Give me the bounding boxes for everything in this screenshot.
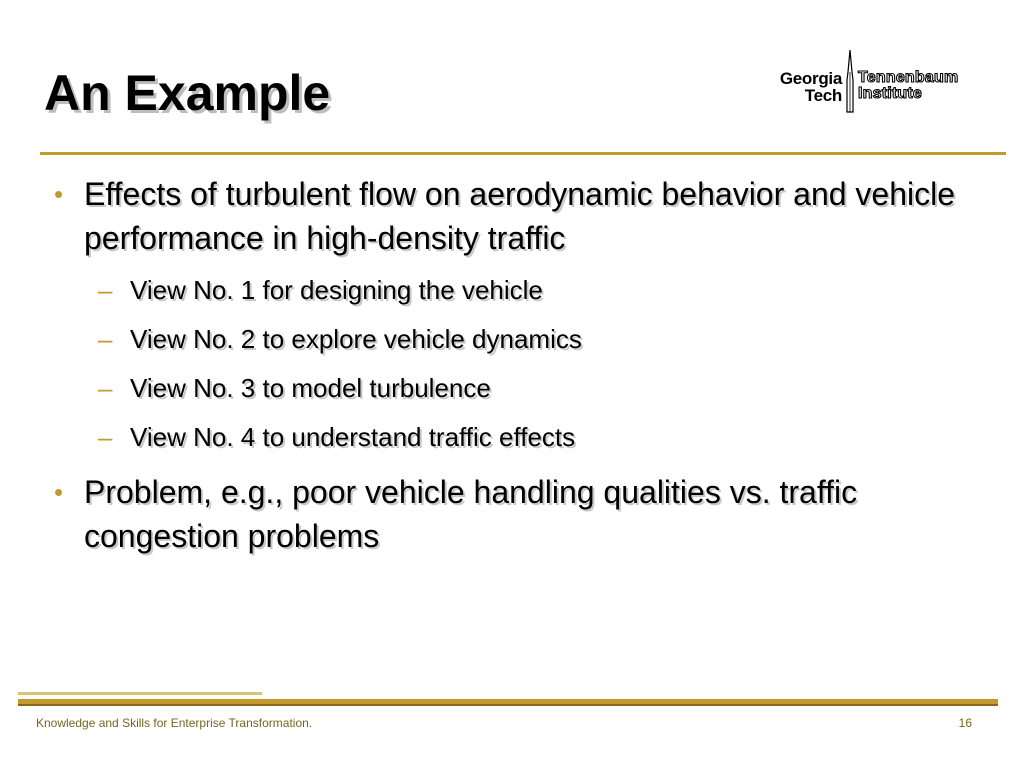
sub-bullet-item: [54, 364, 994, 413]
sub-bullet-item: [54, 413, 994, 462]
bullet-text: Effects of turbulent flow on aerodynamic behavior and vehicle performance in high-density traffic: [84, 176, 956, 256]
logo-georgia-tech-text: [780, 70, 842, 104]
logo-tennenbaum-text: [858, 70, 958, 102]
logo-georgia-line: Georgia: [779, 69, 842, 88]
sub-bullet-list: [54, 266, 994, 462]
title-divider: [40, 152, 1006, 155]
sub-bullet-marker: –: [98, 422, 113, 452]
page-number: 16: [958, 716, 972, 730]
sub-bullet-marker: –: [98, 373, 113, 403]
sub-bullet-marker: –: [98, 324, 113, 354]
slide-body: [54, 172, 994, 558]
logo-tech-line: Tech: [804, 86, 842, 105]
slide-title: An Example: [44, 65, 331, 121]
logo-tennenbaum-line: Tennenbaum: [858, 69, 959, 86]
sub-bullet-marker: –: [98, 275, 113, 305]
sub-bullet-text: View No. 1 for designing the vehicle: [130, 275, 543, 305]
sub-bullet-item: [54, 315, 994, 364]
sub-bullet-text: View No. 3 to model turbulence: [130, 373, 491, 403]
bullet-marker: •: [54, 477, 64, 507]
footer-accent-bar: [18, 692, 262, 695]
sub-bullet-item: [54, 266, 994, 315]
logo-spire-icon: [842, 50, 858, 114]
sub-bullet-text: View No. 2 to explore vehicle dynamics: [130, 324, 582, 354]
footer-divider-shadow: [18, 704, 998, 706]
sub-bullet-text: View No. 4 to understand traffic effects: [130, 422, 576, 452]
bullet-marker: •: [54, 179, 64, 209]
bullet-item: [54, 172, 994, 260]
bullet-text: Problem, e.g., poor vehicle handling qualities vs. traffic congestion problems: [84, 474, 858, 554]
logo-institute-line: Institute: [858, 85, 923, 102]
bullet-item: [54, 470, 994, 558]
georgia-tech-tennenbaum-logo: [758, 50, 998, 114]
footer-caption: Knowledge and Skills for Enterprise Transformation.: [36, 716, 313, 730]
